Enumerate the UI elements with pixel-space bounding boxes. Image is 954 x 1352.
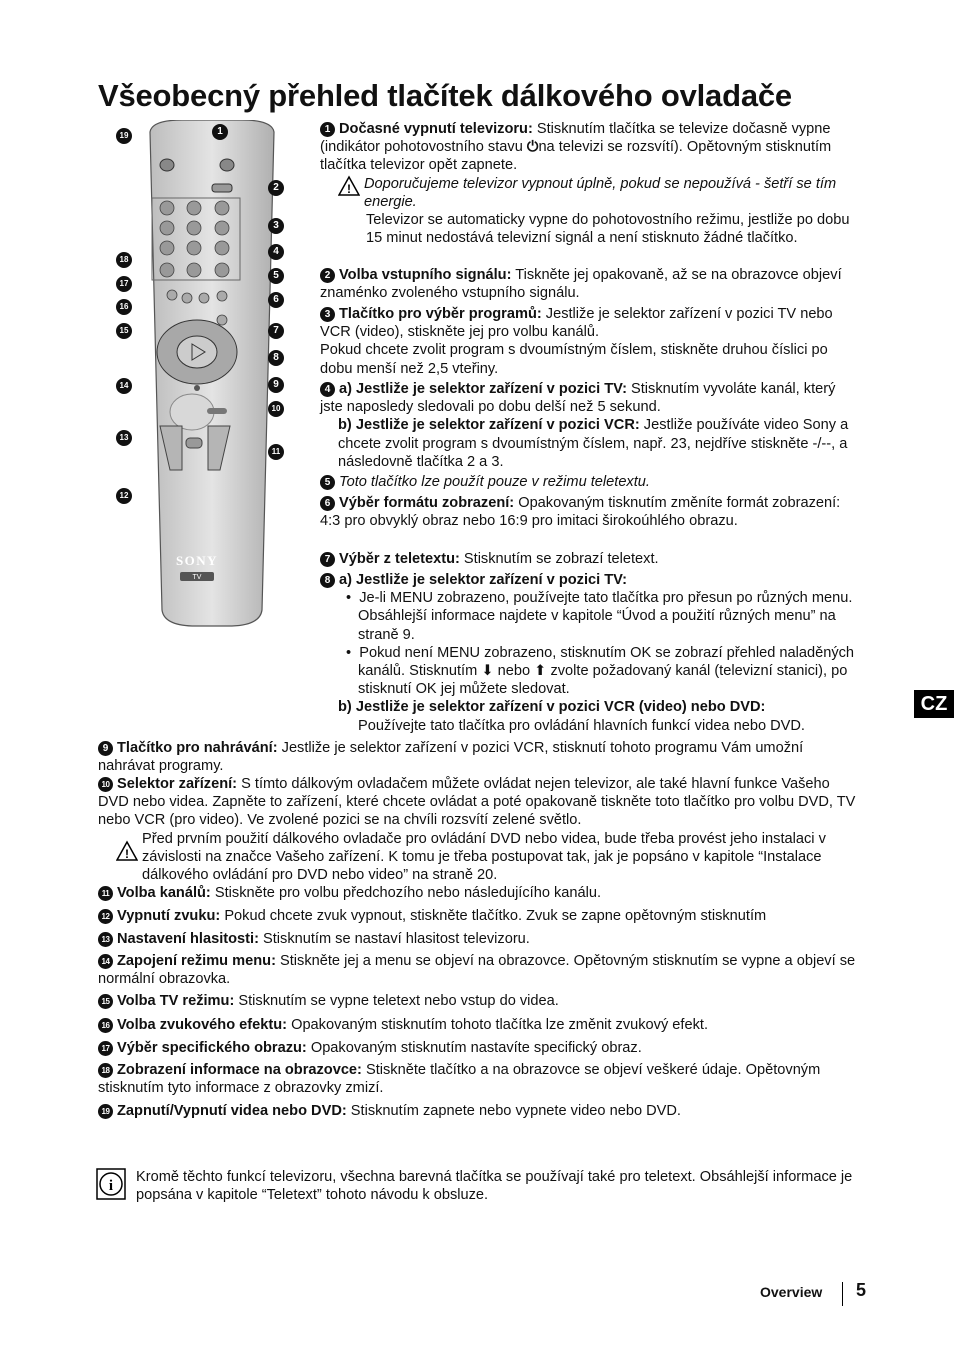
page-footer (760, 1280, 867, 1300)
item-11: 11 Volba kanálů: Stiskněte pro volbu předchozího nebo následujícího kanálu. (98, 884, 858, 902)
arrow-down-icon: ⬇ (481, 663, 494, 680)
bullet-2: • Pokud není MENU zobrazeno, stisknutím OK se zobrazí přehled naladěných kanálů. Stisknutím ⬇ nebo ⬆ zvolte požadovaný kanál (televizní stanici), po stisknutí OK jej můžete sledovat. (346, 644, 855, 698)
callout-7: 7 (268, 323, 284, 339)
standby-icon: ⏻ (526, 139, 539, 156)
item-1: 1 Dočasné vypnutí televizoru: Stisknutím tlačítka se televize dočasně vypne (indikátor pohotovostního stavu ⏻na televizi se rozsvítí). Opětovným stisknutím tlačítka televizor opět zapnete. ! Doporučujeme televizor vypnout úplně, pokud se nepoužívá - šetří se tím energie. Televizor se automaticky vypne do pohotovostního režimu, jestliže po dobu 15 minut nedostává televizní signál a není stisknuto žádné tlačítko. (320, 121, 850, 247)
callout-19: 19 (116, 128, 132, 144)
item-3: 3 Tlačítko pro výběr programů: Jestliže je selektor zařízení v pozici TV nebo VCR (video), stiskněte jej pro volbu kanálů. Pokud chcete zvolit program s dvoumístným číslem, stiskněte druhou číslici po dobu menší než 2,5 vteřiny. (320, 306, 833, 377)
footer-section: Overview (760, 1284, 823, 1300)
item-9: 9 Tlačítko pro nahrávání: Jestliže je selektor zařízení v pozici VCR, stisknutí tohoto programu Vám umožní nahrávat programy. (98, 740, 804, 775)
callout-15: 15 (116, 323, 132, 339)
item-16: 16 Volba zvukového efektu: Opakovaným stisknutím tohoto tlačítka lze změnit zvukový efekt. (98, 1016, 858, 1034)
callout-16: 16 (116, 299, 132, 315)
callout-1: 1 (212, 124, 228, 140)
svg-text:!: ! (125, 846, 129, 861)
item-2: 2 Volba vstupního signálu: Tiskněte jej opakovaně, až se na obrazovce objeví znaménko zvoleného vstupního signálu. (320, 267, 842, 302)
item-8: 8 a) Jestliže je selektor zařízení v pozici TV: • Je-li MENU zobrazeno, používejte tato tlačítka pro přesun po různých menu. Obsáhlejší informace najdete v kapitole “Úvod a použití různých menu” na straně 9. • Pokud není MENU zobrazeno, stisknutím OK se zobrazí přehled naladěných kanálů. Stisknutím ⬇ nebo ⬆ zvolte požadovaný kanál (televizní stanici), po stisknutí OK jej můžete sledovat. b) Jestliže je selektor zařízení v pozici VCR (video) nebo DVD: Používejte tato tlačítka pro ovládání hlavních funkcí videa nebo DVD. (320, 571, 860, 735)
info-note: i Kromě těchto funkcí televizoru, všechna barevná tlačítka se používají také pro teletext. Obsáhlejší informace je popsána v kapitole “Teletext” tohoto návodu k obsluze. (96, 1168, 856, 1204)
item-12: 12 Vypnutí zvuku: Pokud chcete zvuk vypnout, stiskněte tlačítko. Zvuk se zapne opětovným stisknutím (98, 907, 858, 925)
callout-4: 4 (268, 244, 284, 260)
callout-14: 14 (116, 378, 132, 394)
callout-12: 12 (116, 488, 132, 504)
svg-text:TV: TV (192, 574, 202, 581)
callout-9: 9 (268, 377, 284, 393)
item-17: 17 Výběr specifického obrazu: Opakovaným stisknutím nastavíte specifický obraz. (98, 1039, 858, 1057)
footer-divider (842, 1282, 843, 1306)
item-13: 13 Nastavení hlasitosti: Stisknutím se nastaví hlasitost televizoru. (98, 930, 858, 948)
callout-18: 18 (116, 252, 132, 268)
remote-brand-logo: SONY (175, 553, 219, 568)
svg-text:!: ! (347, 181, 351, 196)
callout-2: 2 (268, 180, 284, 196)
item-15: 15 Volba TV režimu: Stisknutím se vypne teletext nebo vstup do videa. (98, 992, 858, 1010)
item-19: 19 Zapnutí/Vypnutí videa nebo DVD: Stisknutím zapnete nebo vypnete video nebo DVD. (98, 1102, 858, 1120)
language-tab: CZ (914, 690, 954, 718)
page-number: 5 (856, 1280, 867, 1300)
item-14: 14 Zapojení režimu menu: Stiskněte jej a menu se objeví na obrazovce. Opětovným stisknutím se vypne a objeví se normální obrazovka. (98, 953, 856, 988)
callout-8: 8 (268, 350, 284, 366)
callout-3: 3 (268, 218, 284, 234)
arrow-up-icon: ⬆ (534, 663, 547, 680)
page-title: Všeobecný přehled tlačítek dálkového ovladače (98, 78, 792, 113)
item-10: 10 Selektor zařízení: S tímto dálkovým ovladačem můžete ovládat nejen televizor, ale také hlavní funkce Vašeho DVD nebo videa. Zapněte to zařízení, které chcete ovládat a poté opakovaně tiskněte toto tlačítko pro volbu DVD, TV nebo VCR (pro video). Ve zvolené pozici se na chvíli rozsvítí zelené světlo. ! Před prvním použití dálkového ovladače pro ovládání DVD nebo videa, bude třeba provést jeho instalaci v závislosti na značce Vašeho zařízení. K tomu je třeba postupovat tak, jak je popsáno v kapitole “Instalace dálkového ovládání pro DVD nebo video” na straně 20. (98, 776, 856, 884)
callout-6: 6 (268, 292, 284, 308)
item-4: 4 a) Jestliže je selektor zařízení v pozici TV: Stisknutím vyvoláte kanál, který jste naposledy sledovali po dobu delší než 5 sekund. b) Jestliže je selektor zařízení v pozici VCR: Jestliže používáte video Sony a chcete zvolit program s dvoumístným číslem, např. 23, nejdříve stiskněte -/--, a následovně tlačítka 2 a 3. (320, 381, 849, 470)
bullet-1: • Je-li MENU zobrazeno, používejte tato tlačítka pro přesun po různých menu. Obsáhlejší informace najdete v kapitole “Úvod a použití různých menu” na straně 9. (346, 590, 853, 643)
info-icon (96, 1168, 126, 1200)
callout-13: 13 (116, 430, 132, 446)
item-5: 5 Toto tlačítko lze použít pouze v režimu teletextu. (320, 473, 860, 491)
callout-11: 11 (268, 444, 284, 460)
callout-5: 5 (268, 268, 284, 284)
warning-icon (116, 840, 138, 862)
callout-10: 10 (268, 401, 284, 417)
item-6: 6 Výběr formátu zobrazení: Opakovaným tisknutím změníte formát zobrazení: 4:3 pro obvyklý obraz nebo 16:9 pro imitaci širokoúhlého obrazu. (320, 495, 841, 530)
callout-17: 17 (116, 276, 132, 292)
warning-icon (338, 175, 360, 197)
item-18: 18 Zobrazení informace na obrazovce: Stiskněte tlačítko a na obrazovce se objeví veškeré údaje. Opětovným stisknutím tyto informace z obrazovky zmizí. (98, 1062, 821, 1097)
item-7: 7 Výběr z teletextu: Stisknutím se zobrazí teletext. (320, 550, 860, 568)
svg-text:i: i (108, 1178, 114, 1194)
